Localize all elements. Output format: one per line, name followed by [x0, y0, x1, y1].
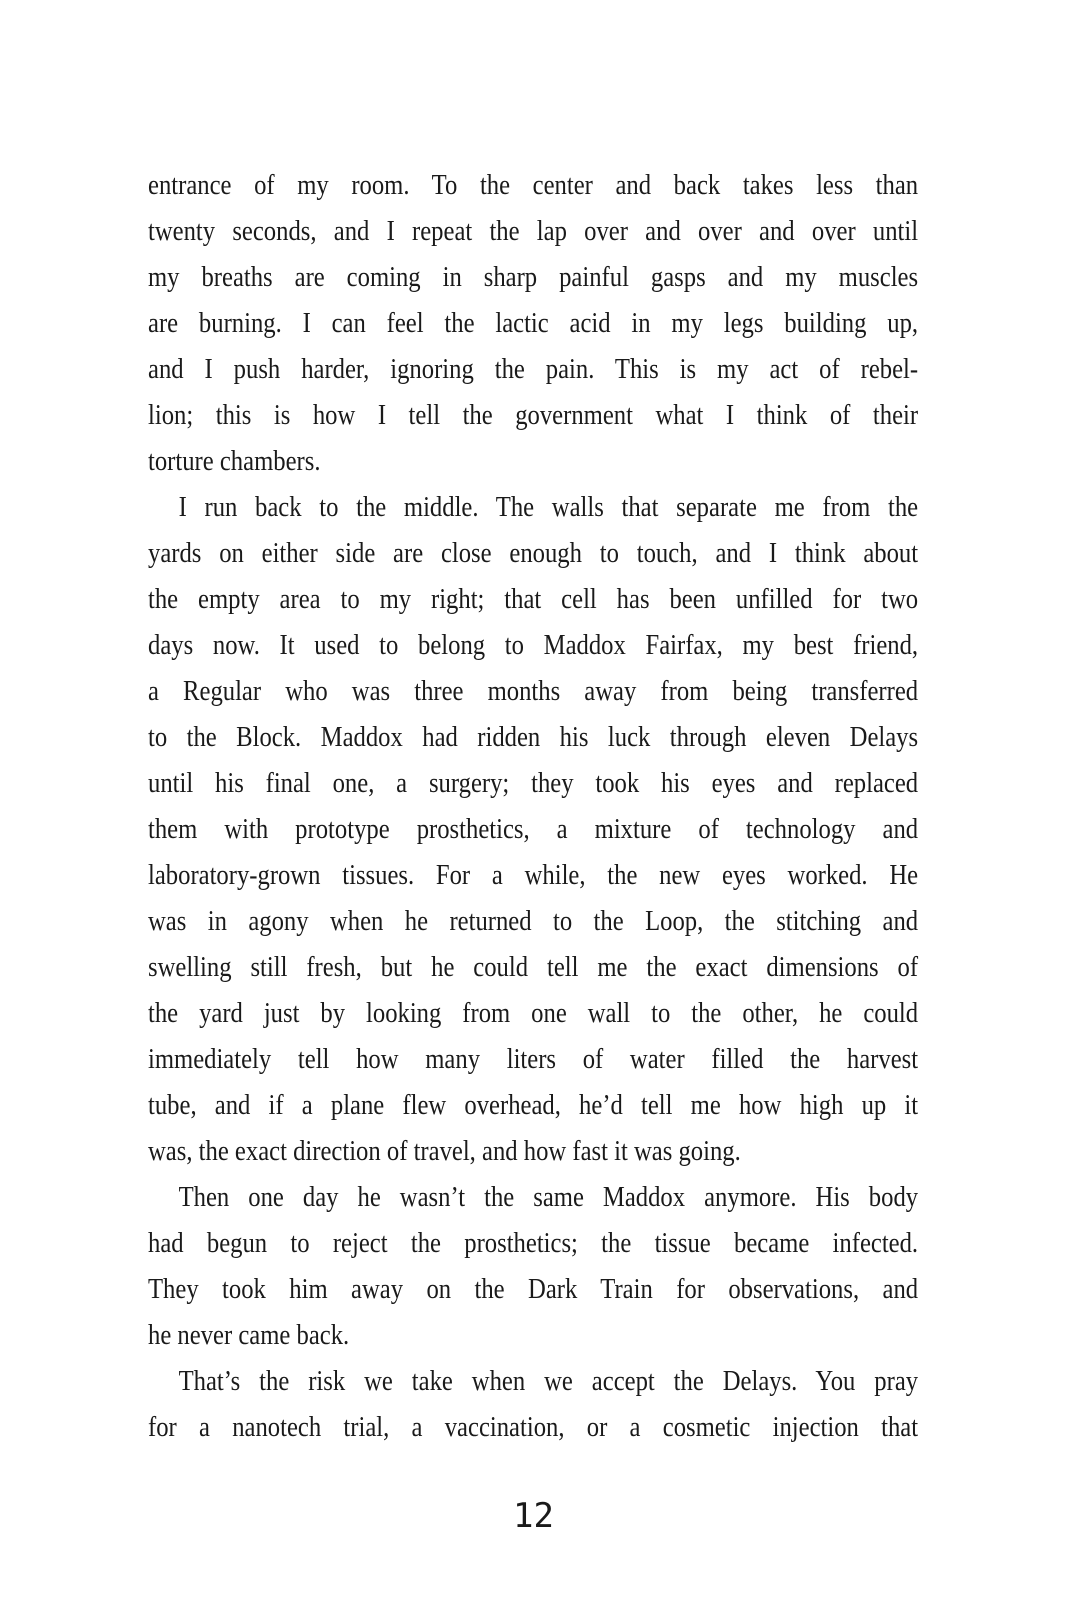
text-line: immediately tell how many liters of water filled the harvest [148, 1043, 919, 1075]
text-line: lion; this is how I tell the government what I think of their [148, 399, 919, 431]
text-line: twenty seconds, and I repeat the lap over and over and over until [148, 215, 919, 247]
text-line: are burning. I can feel the lactic acid in my legs building up, [148, 307, 919, 339]
text-line: yards on either side are close enough to touch, and I think about [148, 537, 919, 569]
text-line: was, the exact direction of travel, and how fast it was going. [148, 1135, 741, 1167]
text-line: Then one day he wasn’t the same Maddox anymore. His body [178, 1181, 919, 1213]
text-line: my breaths are coming in sharp painful gasps and my muscles [148, 261, 919, 293]
text-line: tube, and if a plane flew overhead, he’d tell me how high up it [148, 1089, 919, 1121]
text-line: the yard just by looking from one wall to the other, he could [148, 997, 919, 1029]
text-line: swelling still fresh, but he could tell me the exact dimensions of [148, 951, 919, 983]
text-line: torture chambers. [148, 445, 321, 477]
text-line: I run back to the middle. The walls that separate me from the [178, 491, 919, 523]
page-body-text [148, 162, 918, 1450]
page-number: 12 [513, 1496, 554, 1536]
text-line: for a nanotech trial, a vaccination, or a cosmetic injection that [148, 1411, 919, 1443]
text-line: them with prototype prosthetics, a mixture of technology and [148, 813, 919, 845]
text-line: until his final one, a surgery; they took his eyes and replaced [148, 767, 919, 799]
text-line: was in agony when he returned to the Loop, the stitching and [148, 905, 919, 937]
text-line: They took him away on the Dark Train for observations, and [148, 1273, 919, 1305]
text-line: and I push harder, ignoring the pain. This is my act of rebel- [148, 353, 919, 385]
text-line: entrance of my room. To the center and back takes less than [148, 169, 919, 201]
text-line: a Regular who was three months away from being transferred [148, 675, 919, 707]
text-line: the empty area to my right; that cell has been unfilled for two [148, 583, 919, 615]
text-line: days now. It used to belong to Maddox Fairfax, my best friend, [148, 629, 919, 661]
text-line: had begun to reject the prosthetics; the tissue became infected. [148, 1227, 919, 1259]
text-line: That’s the risk we take when we accept the Delays. You pray [178, 1365, 919, 1397]
text-line: to the Block. Maddox had ridden his luck through eleven Delays [148, 721, 919, 753]
text-line: he never came back. [148, 1319, 350, 1351]
text-line: laboratory-grown tissues. For a while, the new eyes worked. He [148, 859, 919, 891]
